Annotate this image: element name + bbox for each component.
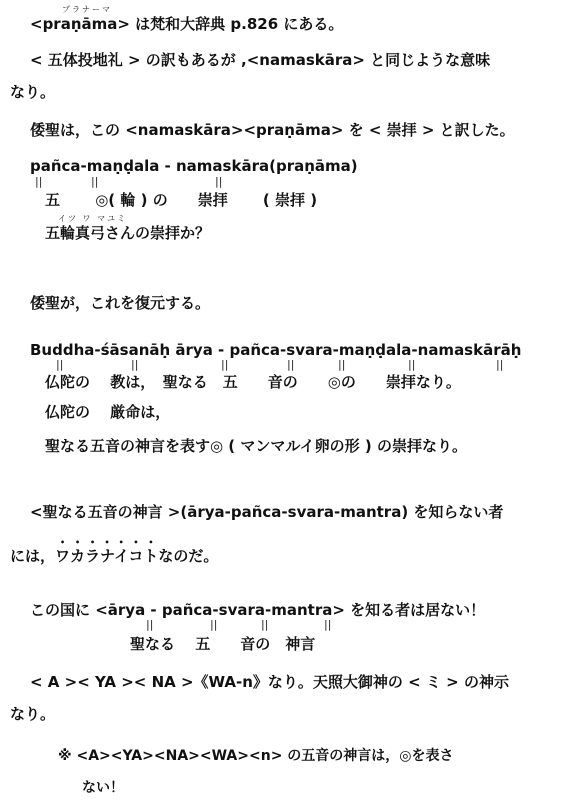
link-bar: || (56, 358, 64, 371)
link-bar: || (146, 618, 154, 631)
para1-line1: < 五体投地礼 > の訳もあるが ,<namaskāra> と同じような意味 (30, 51, 491, 69)
emphasized-wakaranaikoto: ワカラナイコト (55, 547, 159, 565)
link-bar: || (35, 175, 43, 188)
para2-line1: <聖なる五音の神言 >(ārya-pañca-svara-mantra) を知らない者 (30, 503, 504, 521)
note-line2: ない！ (82, 780, 124, 796)
para2-line2 (10, 538, 218, 566)
ruby-itsuwa-mayumi: イツ ワ マユミ (58, 214, 128, 223)
link-bar: || (261, 618, 269, 631)
compound2-gloss3: 聖なる五音の神言を表す◎ ( マンマルイ卵の形 ) の崇拝なり。 (45, 437, 467, 455)
link-bar: || (91, 175, 99, 188)
para1-line2: なり。 (10, 83, 56, 101)
link-bar: || (287, 358, 295, 371)
compound1-latin: pañca-maṇḍala - namaskāra(praṇāma) (30, 157, 358, 175)
link-bar: || (210, 618, 218, 631)
compound3-gloss: 聖なる 五 音の 神言 (130, 635, 316, 653)
link-bar: || (496, 358, 504, 371)
compound2-gloss1: 仏陀の 教は， 聖なる 五 音の ◎の 崇拝なり。 (45, 373, 461, 391)
compound1-name-line: 五輪真弓さんの崇拝か？ (45, 224, 211, 242)
link-bar: || (338, 358, 346, 371)
para2-line2-suffix: なのだ。 (158, 547, 219, 565)
link-bar: || (324, 618, 332, 631)
para2-line2-prefix: には， (10, 547, 56, 565)
link-bar: || (408, 358, 416, 371)
ruby-pranama: プラナーマ (62, 5, 112, 14)
compound1-gloss: 五 ◎( 輪 ) の 崇拝 ( 崇拝 ) (45, 191, 318, 209)
note-line1: ※ <A><YA><NA><WA><n> の五音の神言は，◎を表さ (58, 748, 454, 764)
link-bar: || (131, 358, 139, 371)
compound2-latin: Buddha-śāsanāḥ ārya - pañca-svara-maṇḍala-namaskārāḥ (30, 341, 522, 359)
link-bar: || (221, 358, 229, 371)
line-restore: 倭聖が，これを復元する。 (30, 294, 211, 312)
line-translation-statement: 倭聖は，この <namaskāra><praṇāma> を < 崇拝 > と訳した。 (30, 121, 515, 139)
compound3-latin: この国に <ārya - pañca-svara-mantra> を知る者は居ない！ (30, 601, 486, 619)
compound2-gloss2: 仏陀の 厳命は， (45, 403, 171, 421)
para3-line2: なり。 (10, 705, 56, 723)
para3-line1: < A >< YA >< NA >《WA-n》なり。天照大御神の < ミ > の神示 (30, 673, 509, 691)
line-pranama-dictionary: <praṇāma> は梵和大辞典 p.826 にある。 (30, 15, 344, 33)
link-bar: || (215, 175, 223, 188)
